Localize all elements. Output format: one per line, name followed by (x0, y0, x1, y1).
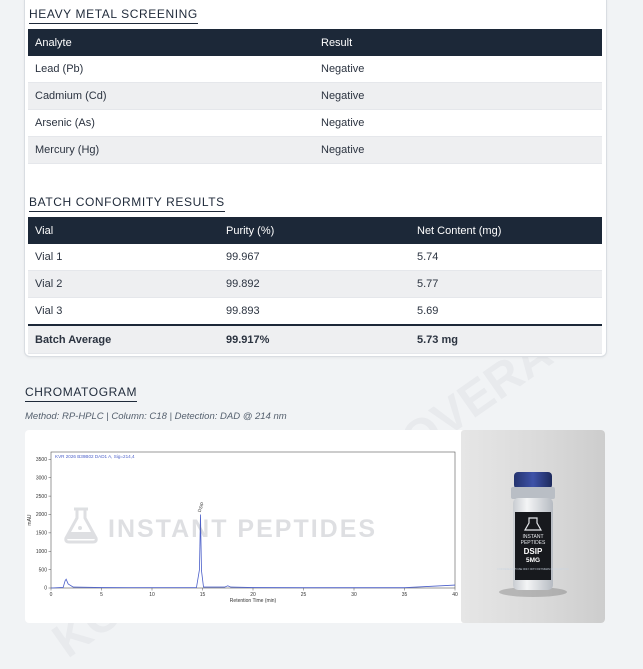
analyte-cell: Mercury (Hg) (28, 137, 314, 164)
result-cell: Negative (314, 137, 602, 164)
x-tick-label: 35 (401, 592, 408, 598)
purity-cell: 99.967 (219, 244, 410, 271)
table-row (28, 271, 602, 298)
net-content-cell: 5.69 (410, 298, 602, 326)
x-tick-label: 25 (300, 592, 307, 598)
column-header-purity: Purity (%) (219, 217, 410, 244)
y-axis-label: mAU (27, 514, 33, 526)
vial-product-name: DSIP (523, 547, 543, 556)
vial-cell: Vial 3 (28, 298, 219, 326)
purity-cell: 99.892 (219, 271, 410, 298)
heavy-metal-table (28, 29, 602, 164)
table-row (28, 83, 602, 110)
x-tick-label: 10 (149, 592, 155, 598)
x-tick-label: 15 (199, 592, 206, 598)
x-tick-label: 0 (49, 592, 53, 598)
column-header-analyte: Analyte (28, 29, 314, 56)
product-vial-photo (461, 430, 605, 623)
table-row (28, 244, 602, 271)
y-tick-label: 500 (38, 567, 47, 574)
column-header-vial: Vial (28, 217, 219, 244)
average-net-content-cell: 5.73 mg (410, 325, 602, 354)
table-header-row (28, 29, 602, 56)
analyte-cell: Lead (Pb) (28, 56, 314, 83)
column-header-net-content: Net Content (mg) (410, 217, 602, 244)
x-tick-label: 5 (100, 592, 103, 598)
vial-cap (514, 472, 552, 489)
y-tick-label: 3000 (35, 475, 47, 482)
heavy-metal-title: HEAVY METAL SCREENING (29, 7, 198, 24)
chromatogram-chart (25, 430, 461, 623)
y-tick-label: 2000 (35, 512, 47, 519)
x-tick-label: 40 (452, 592, 458, 598)
table-row (28, 56, 602, 83)
method-caption: Method: RP-HPLC | Column: C18 | Detection: DAD @ 214 nm (25, 411, 287, 422)
analyte-cell: Arsenic (As) (28, 110, 314, 137)
analyte-cell: Cadmium (Cd) (28, 83, 314, 110)
vial-cell: Vial 1 (28, 244, 219, 271)
y-tick-label: 3500 (35, 457, 47, 464)
batch-average-row (28, 325, 602, 354)
table-row (28, 137, 602, 164)
peak-label: DSIP (196, 501, 206, 513)
vial-brand-line1: INSTANT (522, 534, 544, 540)
column-header-result: Result (314, 29, 602, 56)
vial-note: FOR RESEARCH USE ONLY NOT FOR HUMAN CONSUMPTION (497, 568, 569, 571)
vial-cell: Vial 2 (28, 271, 219, 298)
chromatogram-panel (25, 430, 605, 623)
batch-conformity-title: BATCH CONFORMITY RESULTS (29, 195, 225, 212)
net-content-cell: 5.74 (410, 244, 602, 271)
chromatogram-title: CHROMATOGRAM (25, 385, 137, 402)
average-label-cell: Batch Average (28, 325, 219, 354)
table-row (28, 110, 602, 137)
x-tick-label: 30 (351, 592, 357, 598)
chart-title: KVR 2026 B39B02 DAD1 A, Sig=214,4 (55, 454, 135, 459)
result-cell: Negative (314, 83, 602, 110)
result-cell: Negative (314, 56, 602, 83)
table-header-row (28, 217, 602, 244)
y-tick-label: 1500 (35, 530, 47, 537)
average-purity-cell: 99.917% (219, 325, 410, 354)
y-tick-label: 1000 (35, 548, 47, 555)
vial-illustration (461, 430, 605, 623)
watermark-logo (66, 509, 96, 542)
y-tick-label: 2500 (35, 493, 47, 500)
vial-brand-line2: PEPTIDES (520, 540, 546, 546)
result-cell: Negative (314, 110, 602, 137)
purity-cell: 99.893 (219, 298, 410, 326)
batch-conformity-table (28, 217, 602, 354)
table-row (28, 298, 602, 326)
watermark-text: INSTANT PEPTIDES (108, 515, 378, 543)
vial-dose: 5MG (525, 557, 541, 564)
y-tick-label: 0 (44, 585, 47, 592)
vial-crimp (511, 487, 555, 499)
x-tick-label: 20 (250, 592, 256, 598)
x-axis-label: Retention Time (min) (229, 598, 277, 604)
net-content-cell: 5.77 (410, 271, 602, 298)
